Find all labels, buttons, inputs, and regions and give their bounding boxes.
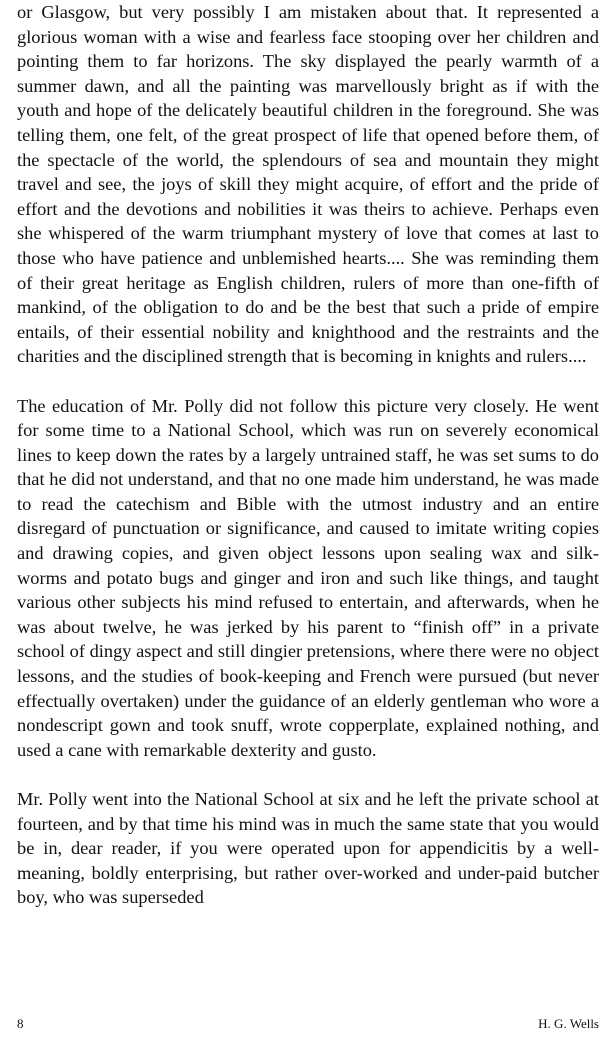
paragraph-3: Mr. Polly went into the National School at six and he left the private school at fourteen, and by that time his mind was in much the same state that you would be in, dear reader, if you were operated upon for appendicitis by a well-meaning, boldly enterprising, but rather over-worked and under-paid butcher boy, who was superseded: [17, 789, 599, 908]
paragraph-1: or Glasgow, but very possibly I am mistaken about that. It represented a glorious woman with a wise and fearless face stooping over her children and pointing them to far horizons. The sky displayed the pearly warmth of a summer dawn, and all the painting was marvellously bright as if with the youth and hope of the delicately beautiful children in the foreground. She was telling them, one felt, of the great prospect of life that opened before them, of the spectacle of the world, the splendours of sea and mountain they might travel and see, the joys of skill they might acquire, of effort and the pride of effort and the devotions and nobilities it was theirs to achieve. Perhaps even she whispered of the warm triumphant mystery of love that comes at last to those who have patience and unblemished hearts.... She was reminding them of their great heritage as English children, rulers of more than one-fifth of mankind, of the obligation to do and be the best that such a pride of empire entails, of their essential nobility and knighthood and the restraints and the charities and the disciplined strength that is becoming in knights and rulers....: [17, 2, 599, 367]
author-name: H. G. Wells: [538, 1016, 599, 1031]
page-number: 8: [17, 1016, 24, 1031]
page-body: [17, 0, 599, 910]
paragraph-2: The education of Mr. Polly did not follow this picture very closely. He went for some time to a National School, which was run on severely economical lines to keep down the rates by a largely untrained staff, he was set sums to do that he did not understand, and that no one made him understand, he was made to read the catechism and Bible with the utmost industry and an entire disregard of punctuation or significance, and caused to imitate writing copies and drawing copies, and given object lessons upon sealing wax and silk-worms and potato bugs and ginger and iron and such like things, and taught various other subjects his mind refused to entertain, and afterwards, when he was about twelve, he was jerked by his parent to “finish off” in a private school of dingy aspect and still dingier pretensions, where there were no object lessons, and the studies of book-keeping and French were pursued (but never effectually overtaken) under the guidance of an elderly gentleman who wore a nondescript gown and took snuff, wrote copperplate, explained nothing, and used a cane with remarkable dexterity and gusto.: [17, 395, 599, 760]
page-footer: [17, 1016, 599, 1032]
